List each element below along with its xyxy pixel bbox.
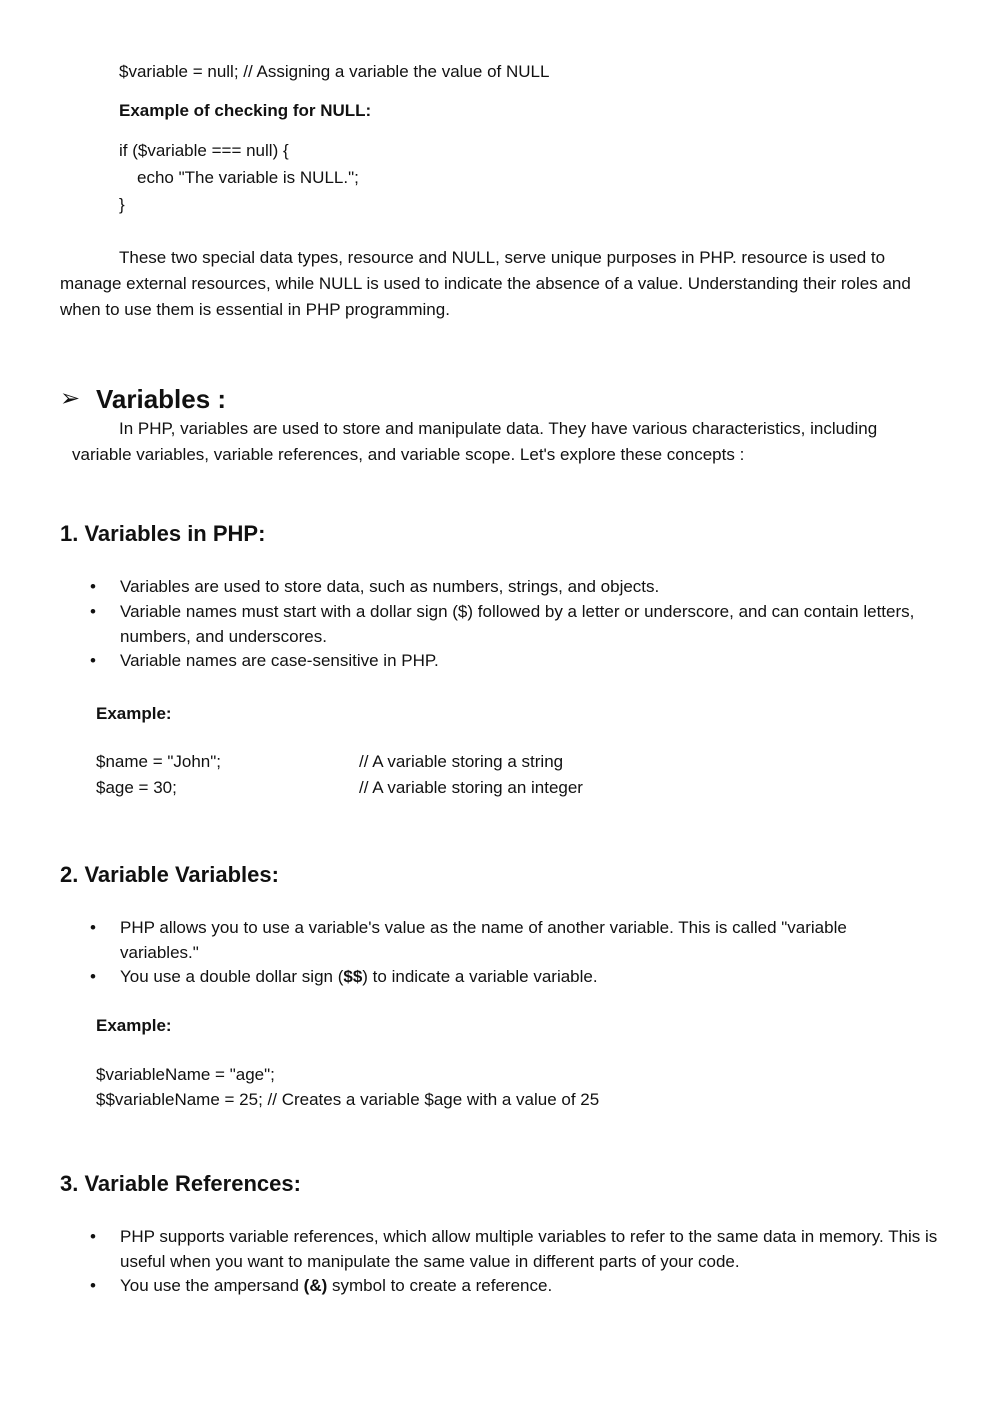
code-line: if ($variable === null) { [119,141,289,160]
list-item-text: ) to indicate a variable variable. [362,967,598,986]
section-2-heading: 2. Variable Variables: [60,862,279,887]
list-item-text: You use a double dollar sign ( [120,967,344,986]
list-item: PHP supports variable references, which allow multiple variables to refer to the same data in memory. This is useful when you want to manipulate the same value in different parts of your code. [120,1227,938,1271]
code-line: $age = 30; [96,778,177,797]
bullet-icon: • [90,1276,96,1295]
list-item-bold-text: $$ [343,967,363,986]
section-3-heading: 3. Variable References: [60,1171,301,1196]
bullet-icon: • [90,602,96,621]
bullet-icon: • [90,918,96,937]
list-item: Variable names must start with a dollar sign ($) followed by a letter or underscore, and can contain letters, numbers, and underscores. [120,602,915,646]
list-item: Variables are used to store data, such as numbers, strings, and objects. [120,577,660,596]
null-check-heading: Example of checking for NULL: [119,101,372,120]
variables-heading: Variables : [96,384,227,414]
list-item-bold-text: (&) [303,1276,328,1295]
list-item-text: You use the ampersand [120,1276,304,1295]
code-line: echo "The variable is NULL."; [137,168,359,187]
list-item: Variable names are case-sensitive in PHP. [120,651,439,670]
section-1-heading: 1. Variables in PHP: [60,521,266,546]
null-summary-paragraph: These two special data types, resource and NULL, serve unique purposes in PHP. resource is used to manage external resources, while NULL is used to indicate the absence of a value. Understanding their roles and when to use them is essential in PHP programming. [60,248,911,319]
bullet-icon: • [90,967,96,986]
bullet-icon: • [90,651,96,670]
bullet-icon: • [90,1227,96,1246]
bullet-icon: • [90,577,96,596]
code-line: $name = "John"; [96,752,222,771]
list-item [120,1274,940,1299]
list-item-text: symbol to create a reference. [327,1276,553,1295]
variables-intro-line: variable variables, variable references, and variable scope. Let's explore these concepts : [72,445,745,464]
code-line: $variableName = "age"; [96,1065,275,1084]
example-label: Example: [96,1016,172,1035]
variables-intro-line: In PHP, variables are used to store and manipulate data. They have various characteristics, including [119,419,878,438]
null-assign-line: $variable = null; // Assigning a variable the value of NULL [119,62,550,81]
example-label: Example: [96,704,172,723]
list-item [120,965,940,990]
code-line: } [119,195,125,214]
code-line: $$variableName = 25; // Creates a variable $age with a value of 25 [96,1090,600,1109]
arrow-bullet-icon: ➢ [60,385,81,412]
code-comment: // A variable storing a string [359,752,564,771]
list-item: PHP allows you to use a variable's value as the name of another variable. This is called "variable variables." [120,918,847,962]
code-comment: // A variable storing an integer [359,778,583,797]
